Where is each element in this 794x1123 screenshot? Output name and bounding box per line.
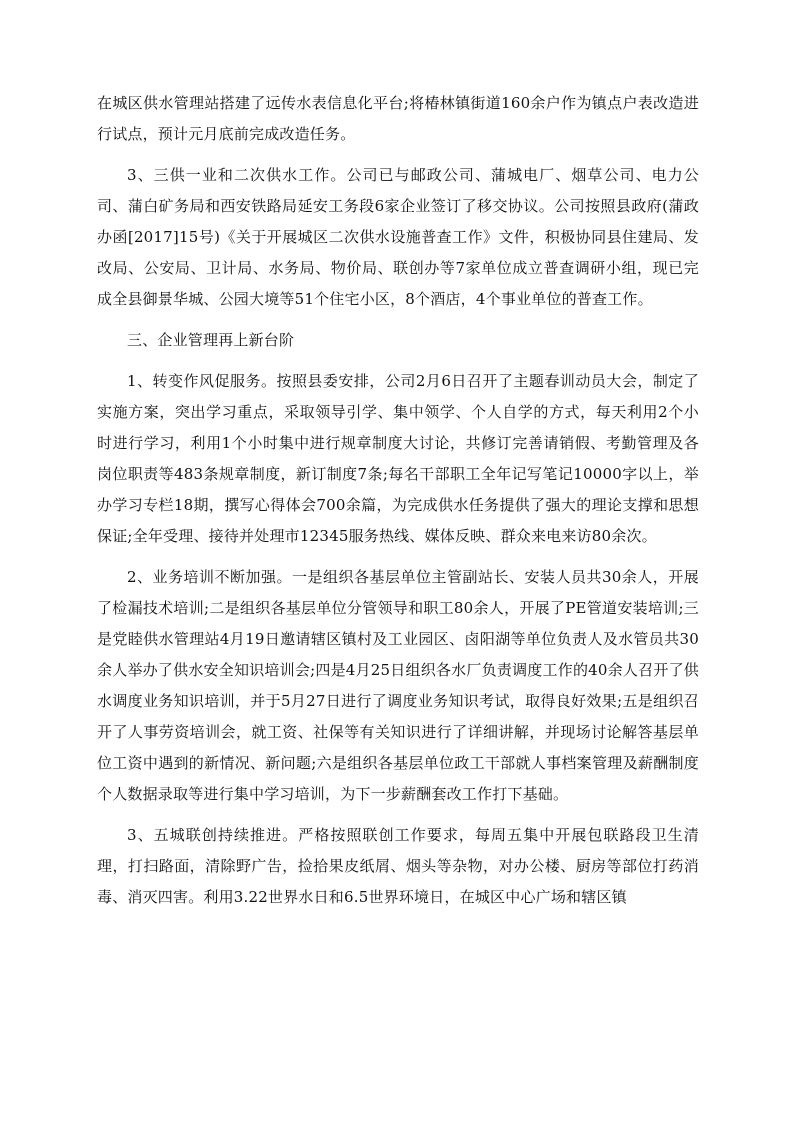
- paragraph-remote-meter: 在城区供水管理站搭建了远传水表信息化平台;将椿林镇街道160余户作为镇点户表改造进行试点，预计元月底前完成改造任务。: [97, 94, 699, 143]
- section-heading-enterprise-management: 三、企业管理再上新台阶: [127, 331, 295, 349]
- paragraph-training: 2、业务培训不断加强。一是组织各基层单位主管副站长、安装人员共30余人，开展了检漏技术培训;二是组织各基层单位分管领导和职工80余人，开展了PE管道安装培训;三是党睦供水管理站4月19日邀请辖区镇村及工业园区、卤阳湖等单位负责人及水管员共30余人举办了供水安全知识培训会;四是4月25日组织各水厂负责调度工作的40余人召开了供水调度业务知识培训，并于5月27日进行了调度业务知识考试，取得良好效果;五是组织召开了人事劳资培训会，就工资、社保等有关知识进行了详细讲解，并现场讨论解答基层单位工资中遇到的新情况、新问题;六是组织各基层单位政工干部就人事档案管理及薪酬制度个人数据录取等进行集中学习培训，为下一步薪酬套改工作打下基础。: [97, 568, 699, 803]
- paragraph-five-cities: 3、五城联创持续推进。严格按照联创工作要求，每周五集中开展包联路段卫生清理，打扫路面，清除野广告，捡拾果皮纸屑、烟头等杂物，对办公楼、厨房等部位打药消毒、消灭四害。利用3.22世界水日和6.5世界环境日，在城区中心广场和辖区镇: [97, 826, 699, 906]
- document-page: [97, 88, 699, 923]
- paragraph-work-style: 1、转变作风促服务。按照县委安排，公司2月6日召开了主题春训动员大会，制定了实施方案，突出学习重点，采取领导引学、集中领学、个人自学的方式，每天利用2个小时进行学习，利用1个小时集中进行规章制度大讨论，共修订完善请销假、考勤管理及各岗位职责等483条规章制度，新订制度7条;每名干部职工全年记写笔记10000字以上，举办学习专栏18期，撰写心得体会700余篇，为完成供水任务提供了强大的理论支撑和思想保证;全年受理、接待并处理市12345服务热线、媒体反映、群众来电来访80余次。: [97, 372, 699, 545]
- paragraph-water-supply-transfer: 3、三供一业和二次供水工作。公司已与邮政公司、蒲城电厂、烟草公司、电力公司、蒲白矿务局和西安铁路局延安工务段6家企业签订了移交协议。公司按照县政府(蒲政办函[2017]15号)《关于开展城区二次供水设施普查工作》文件，积极协同县住建局、发改局、公安局、卫计局、水务局、物价局、联创办等7家单位成立普查调研小组，现已完成全县御景华城、公园大境等51个住宅小区，8个酒店，4个事业单位的普查工作。: [97, 166, 699, 308]
